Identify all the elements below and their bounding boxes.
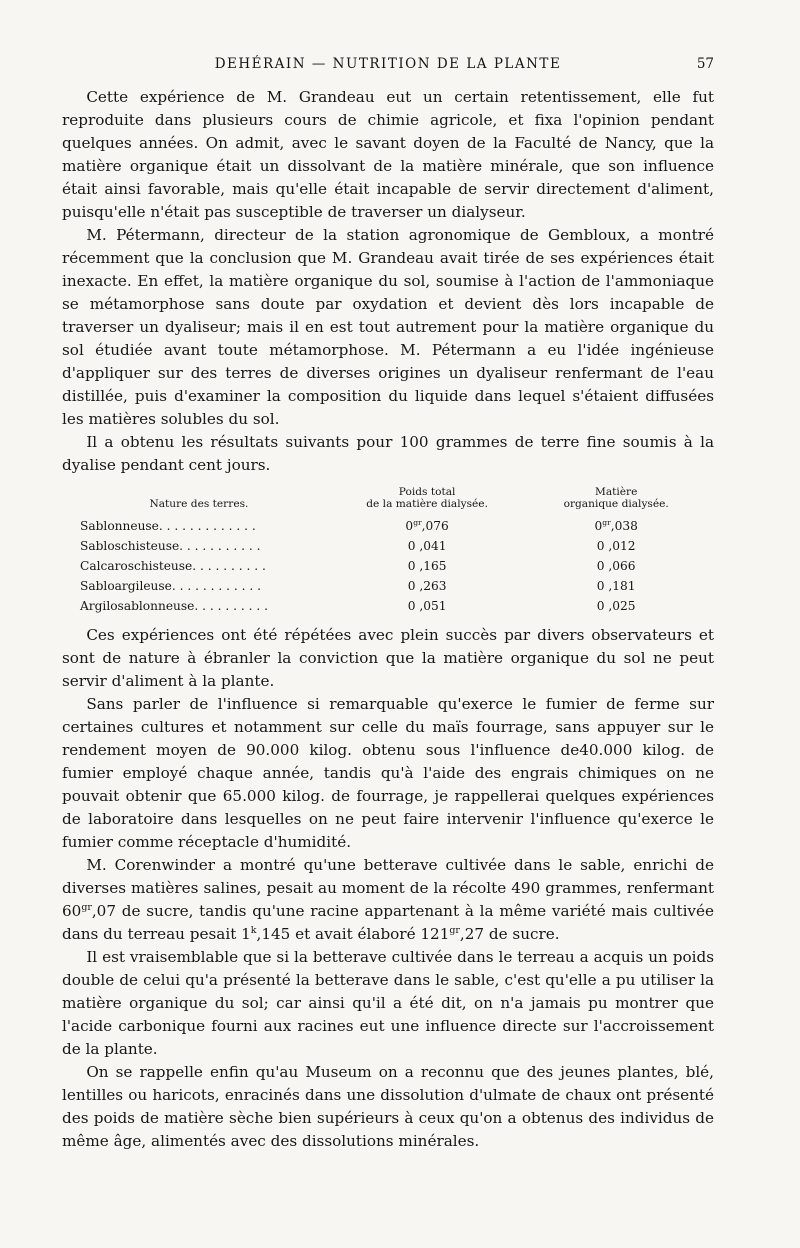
soil-name: Sabloargileuse. . . . . . . . . . . . [80,579,261,593]
table-header-row [62,485,714,516]
text-run: ,27 de sucre. [459,925,560,943]
text-run: ,07 de sucre, tandis qu'une racine appartenant à la même variété mais cultivée dans du terreau pesait 1 [62,902,714,943]
table-row [62,536,714,556]
unit-superscript: gr [449,924,460,936]
table-row [62,596,714,616]
body-text [62,86,714,1153]
organic-value: 0 ,025 [596,599,636,613]
page-number: 57 [696,56,714,72]
header-title: DEHÉRAIN — NUTRITION DE LA PLANTE [214,56,562,72]
unit-superscript: gr [413,517,422,527]
value-dec: ,038 [610,519,638,533]
table-row [62,576,714,596]
value-int: 0 [594,519,603,533]
paragraph: Ces expériences ont été répétées avec plein succès par divers observateurs et sont de nature à ébranler la conviction que la matière organique du sol ne peut servir d'aliment à la plante. [62,626,714,690]
results-table [62,485,714,616]
organic-value: 0 ,181 [596,579,636,593]
soil-name: Calcaroschisteuse. . . . . . . . . . [80,559,266,573]
unit-superscript: gr [81,901,92,913]
unit-superscript: k [250,924,257,936]
paragraph: Cette expérience de M. Grandeau eut un certain retentissement, elle fut reproduite dans plusieurs cours de chimie agricole, et fixa l'opinion pendant quelques années. On admit, avec le savant doyen de la Faculté de Nancy, que la matière organique était un dissolvant de la matière minérale, que son influence était ainsi favorable, mais qu'elle était incapable de servir directement d'aliment, puisqu'elle n'était pas susceptible de traverser un dialyseur. [62,88,714,221]
total-value: 0 ,263 [407,579,447,593]
table-row [62,516,714,536]
organic-value: 0 ,066 [596,559,636,573]
value-int: 0 [405,519,414,533]
total-value: 0 ,041 [407,539,447,553]
column-header-organic-line2: organique dialysée. [563,498,669,510]
column-header-total-line2: de la matière dialysée. [366,498,488,510]
column-header-soil: Nature des terres. [149,498,249,510]
paragraph: On se rappelle enfin qu'au Museum on a reconnu que des jeunes plantes, blé, lentilles ou haricots, enracinés dans une dissolution d'ulmate de chaux ont présenté des poids de matière sèche bien supérieurs à ceux qu'on a obtenus des individus de même âge, alimentés avec des dissolutions minérales. [62,1063,714,1150]
paragraph: Il a obtenu les résultats suivants pour 100 grammes de terre fine soumis à la dyalise pendant cent jours. [62,433,714,474]
organic-value [518,516,714,536]
column-header-total [336,485,519,516]
soil-name: Sabloschisteuse. . . . . . . . . . . [80,539,261,553]
unit-superscript: gr [602,517,611,527]
table-row [62,556,714,576]
soil-name: Argilosablonneuse. . . . . . . . . . [80,599,268,613]
total-value [336,516,519,536]
value-dec: ,076 [421,519,449,533]
paragraph: M. Pétermann, directeur de la station agronomique de Gembloux, a montré récemment que la conclusion que M. Grandeau avait tirée de ses expériences était inexacte. En effet, la matière organique du sol, soumise à l'action de l'ammoniaque se métamorphose sans doute par oxydation et devient dès lors incapable de traverser un dyaliseur; mais il en est tout autrement pour la matière organique du sol étudiée avant toute métamorphose. M. Pétermann a eu l'idée ingénieuse d'appliquer sur des terres de diverses origines un dyaliseur renfermant de l'eau distillée, puis d'examiner la composition du liquide dans lequel s'étaient diffusées les matières solubles du sol. [62,226,714,428]
column-header-organic [518,485,714,516]
soil-name: Sablonneuse. . . . . . . . . . . . . [80,519,256,533]
running-header [62,56,714,80]
total-value: 0 ,165 [407,559,447,573]
organic-value: 0 ,012 [596,539,636,553]
paragraph: Sans parler de l'influence si remarquable qu'exerce le fumier de ferme sur certaines cultures et notamment sur celle du maïs fourrage, sans appuyer sur le rendement moyen de 90.000 kilog. obtenu sous l'influence de40.000 kilog. de fumier employé chaque année, tandis qu'à l'aide des engrais chimiques on ne pouvait obtenir que 65.000 kilog. de fourrage, je rappellerai quelques expériences de laboratoire dans lesquelles on ne peut faire intervenir l'influence qu'exerce le fumier comme réceptacle d'humidité. [62,695,714,851]
paragraph [62,854,714,946]
text-run: M. Corenwinder a montré qu'une betterave cultivée dans le sable, enrichi de diverses matières salines, pesait au moment de la récolte 490 grammes, renfermant 60 [62,856,714,920]
column-header-organic-line1: Matière [594,486,638,498]
text-run: ,145 et avait élaboré 121 [256,925,450,943]
total-value: 0 ,051 [407,599,447,613]
column-header-total-line1: Poids total [398,486,456,498]
paragraph: Il est vraisemblable que si la betterave cultivée dans le terreau a acquis un poids double de celui qu'a présenté la betterave dans le sable, c'est qu'elle a pu utiliser la matière organique du sol; car ainsi qu'il a été dit, on n'a jamais pu montrer que l'acide carbonique fourni aux racines eut une influence directe sur l'accroissement de la plante. [62,948,714,1058]
